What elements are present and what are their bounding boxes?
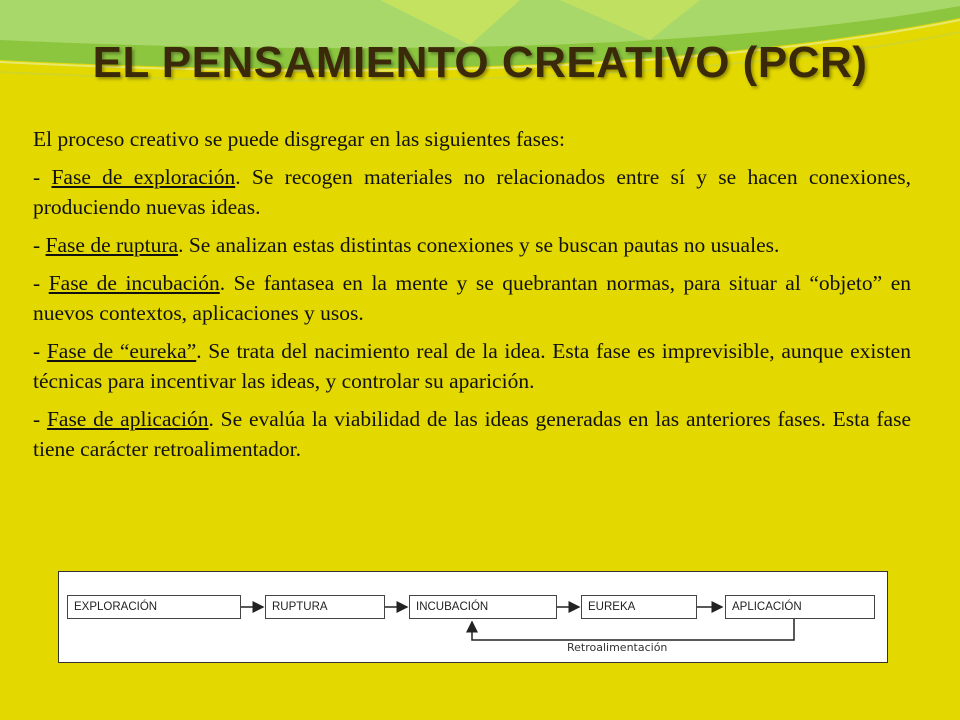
phase-name: Fase de exploración — [51, 165, 236, 189]
phase-text: . Se trata del nacimiento real de la idea. Esta fase es imprevisible, aunque existen técnicas para incentivar las ideas, y controlar su aparición. — [33, 339, 911, 393]
phase-text: . Se recogen materiales no relacionados entre sí y se hacen conexiones, produciendo nuevas ideas. — [33, 165, 911, 219]
phase-paragraph-ruptura — [33, 230, 911, 260]
phase-name: Fase de incubación — [48, 271, 220, 295]
box-exploracion: EXPLORACIÓN — [67, 595, 241, 619]
page-title: EL PENSAMIENTO CREATIVO (PCR) — [92, 38, 868, 87]
phase-text: . Se evalúa la viabilidad de las ideas generadas en las anteriores fases. Esta fase tiene carácter retroalimentador. — [33, 407, 911, 461]
process-diagram — [58, 571, 888, 663]
phase-text: . Se fantasea en la mente y se quebrantan normas, para situar al “objeto” en nuevos contextos, aplicaciones y usos. — [33, 271, 911, 325]
feedback-label: Retroalimentación — [567, 641, 668, 654]
phase-paragraph-incubacion — [33, 268, 911, 328]
phase-name: Fase de aplicación — [46, 407, 209, 431]
phase-paragraph-eureka — [33, 336, 911, 396]
phase-name: Fase de ruptura — [45, 233, 179, 257]
phase-prefix: - — [33, 407, 47, 431]
phase-prefix: - — [33, 233, 46, 257]
phase-prefix: - — [33, 165, 52, 189]
feedback-arrow — [472, 619, 794, 640]
phase-name: Fase de “eureka” — [46, 339, 197, 363]
box-aplicacion: APLICACIÓN — [725, 595, 875, 619]
phase-paragraph-exploracion — [33, 162, 911, 222]
phase-prefix: - — [33, 339, 47, 363]
slide-body — [33, 124, 911, 472]
phase-paragraph-aplicacion — [33, 404, 911, 464]
phase-prefix: - — [33, 271, 49, 295]
intro-text: El proceso creativo se puede disgregar en las siguientes fases: — [33, 127, 565, 151]
box-eureka: EUREKA — [581, 595, 697, 619]
box-ruptura: RUPTURA — [265, 595, 385, 619]
phase-text: . Se analizan estas distintas conexiones y se buscan pautas no usuales. — [178, 233, 780, 257]
box-incubacion: INCUBACIÓN — [409, 595, 557, 619]
